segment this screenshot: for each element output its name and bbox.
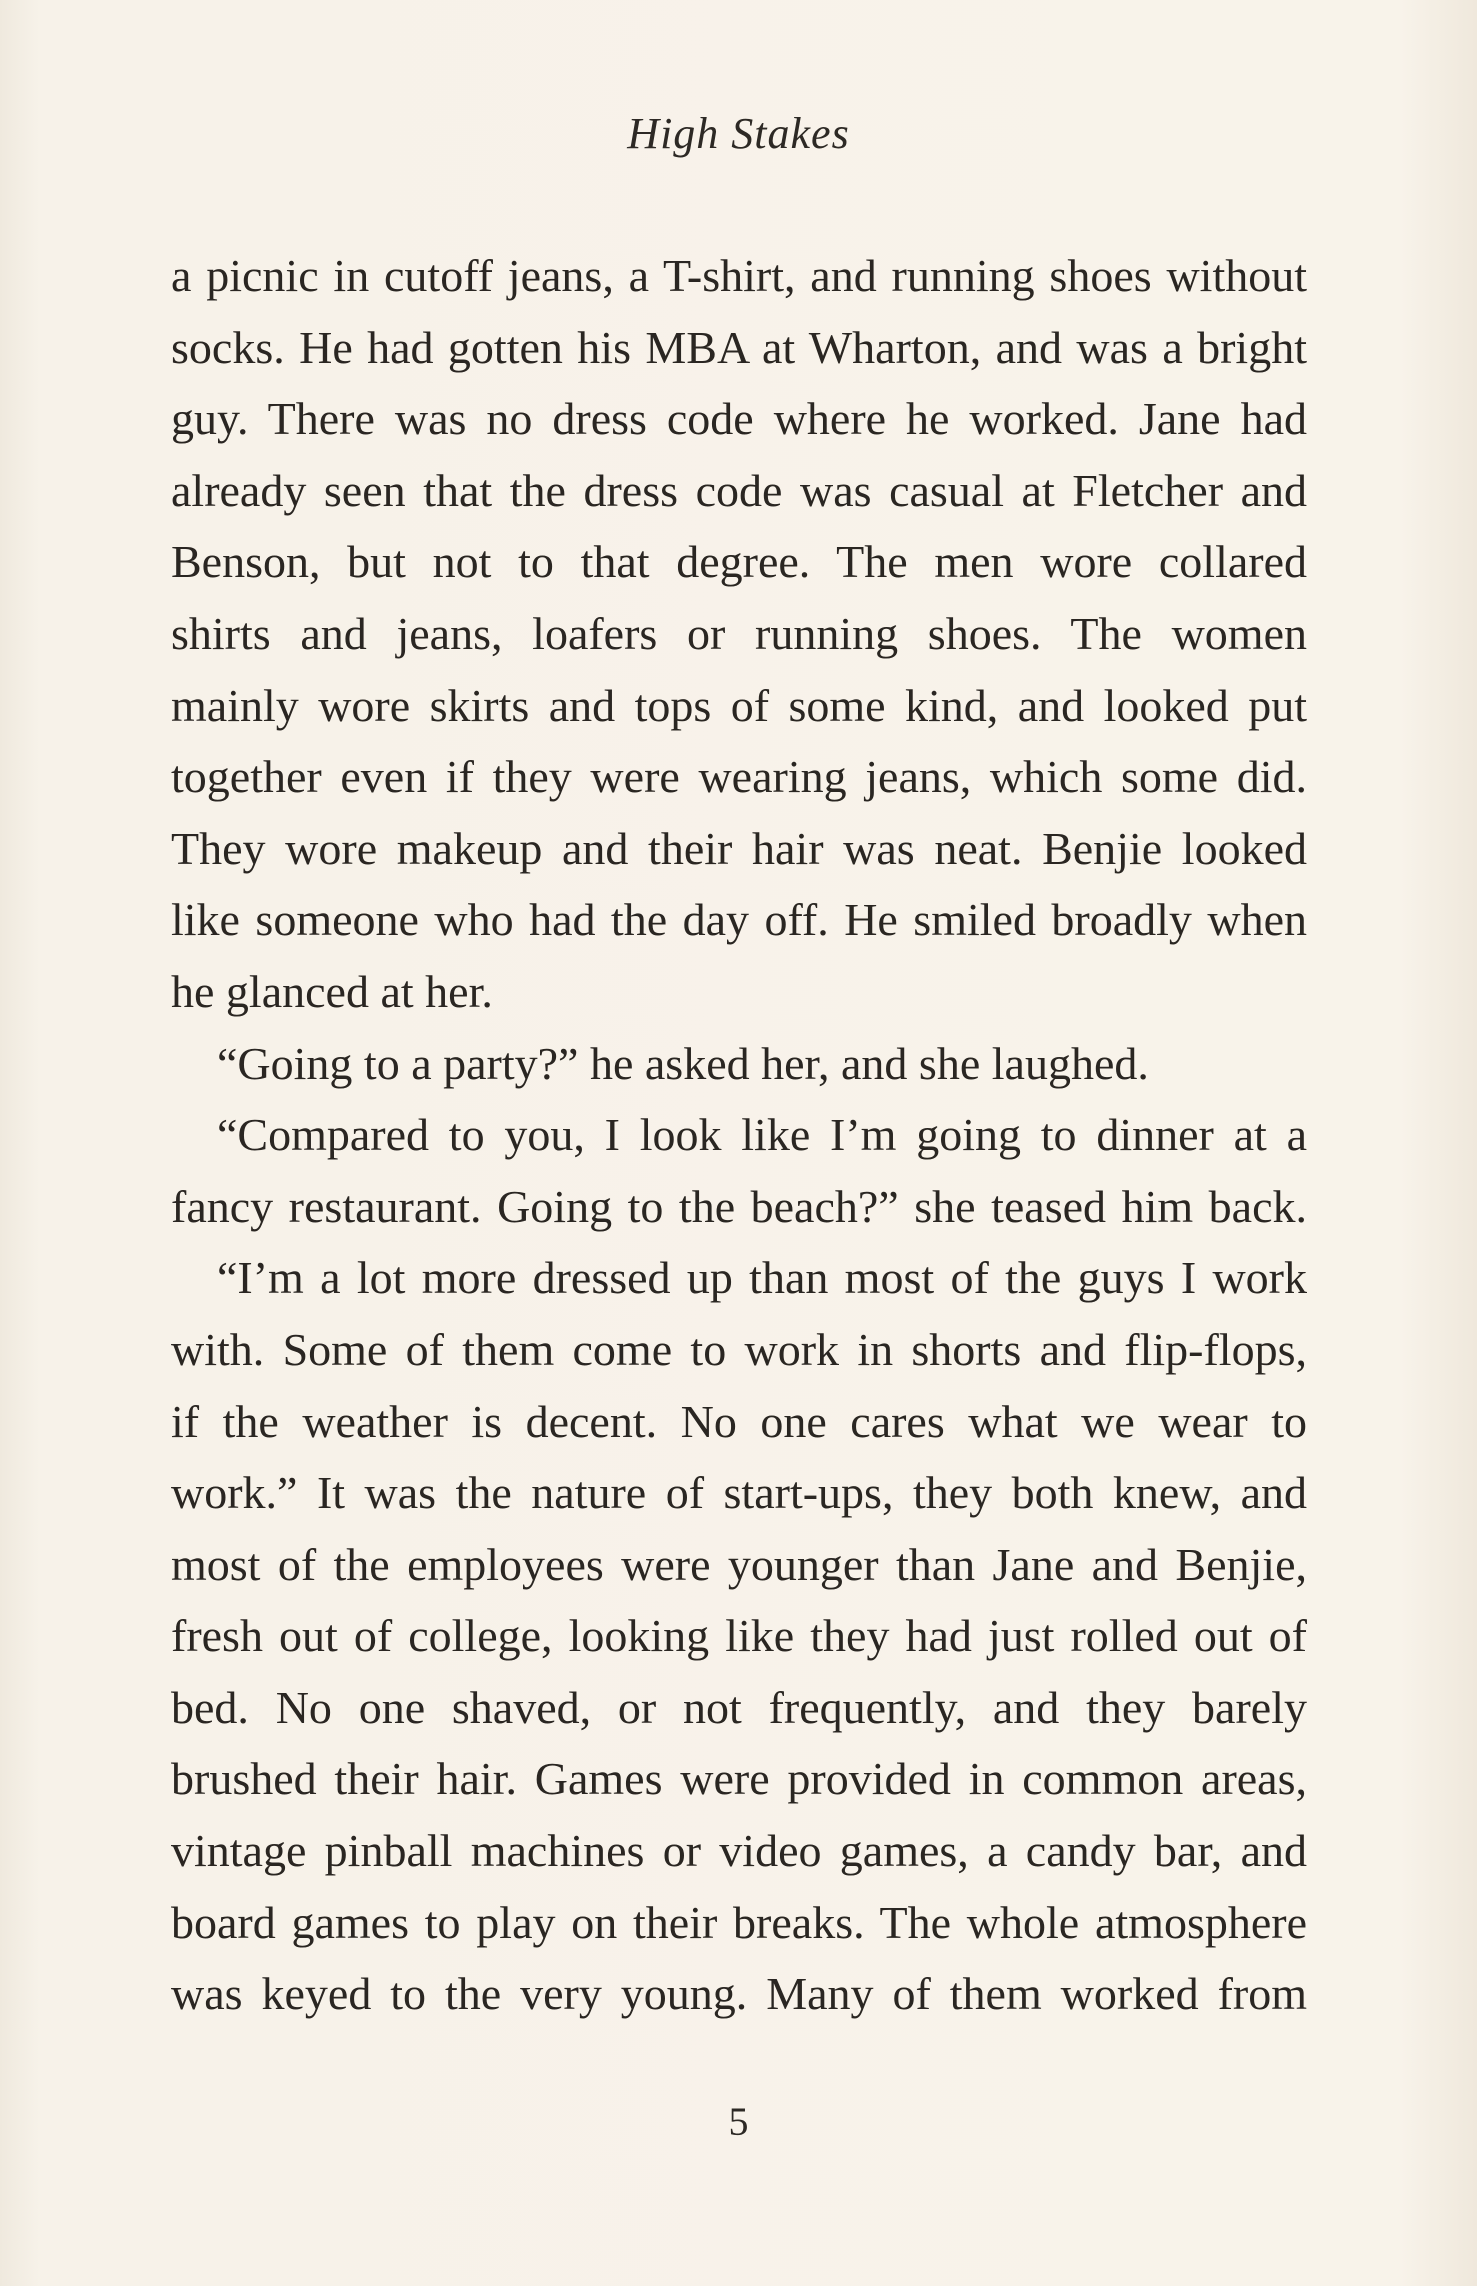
text-line: “I’m a lot more dressed up than most of the guys I work <box>217 1252 1307 1304</box>
text-line: bed. No one shaved, or not frequently, and they barely <box>171 1681 1307 1733</box>
page-number: 5 <box>728 2099 749 2144</box>
text-line: vintage pinball machines or video games, a candy bar, and <box>171 1825 1307 1877</box>
text-line: with. Some of them come to work in shorts and flip-flops, <box>171 1323 1307 1375</box>
text-line: most of the employees were younger than Jane and Benjie, <box>171 1538 1307 1590</box>
text-line: Benson, but not to that degree. The men wore collared <box>171 536 1307 588</box>
text-line: fancy restaurant. Going to the beach?” she teased him back. <box>171 1180 1307 1232</box>
text-line: guy. There was no dress code where he worked. Jane had <box>171 393 1307 445</box>
text-line: “Going to a party?” he asked her, and she laughed. <box>217 1037 1149 1089</box>
text-line: mainly wore skirts and tops of some kind, and looked put <box>171 679 1307 731</box>
running-head: High Stakes <box>627 109 850 158</box>
text-line: was keyed to the very young. Many of them worked from <box>171 1968 1307 2020</box>
text-line: like someone who had the day off. He smiled broadly when <box>171 894 1307 946</box>
text-line: They wore makeup and their hair was neat. Benjie looked <box>171 822 1307 874</box>
text-line: “Compared to you, I look like I’m going to dinner at a <box>217 1109 1307 1161</box>
text-line: brushed their hair. Games were provided in common areas, <box>171 1753 1307 1805</box>
text-line: together even if they were wearing jeans, which some did. <box>171 751 1307 803</box>
text-line: work.” It was the nature of start-ups, they both knew, and <box>171 1467 1307 1519</box>
text-line: socks. He had gotten his MBA at Wharton, and was a bright <box>171 321 1307 373</box>
text-line: if the weather is decent. No one cares what we wear to <box>171 1395 1307 1447</box>
text-line: a picnic in cutoff jeans, a T-shirt, and running shoes without <box>171 250 1307 301</box>
text-line: fresh out of college, looking like they had just rolled out of <box>171 1610 1307 1662</box>
body-text <box>171 240 1307 2030</box>
text-line: he glanced at her. <box>171 965 493 1017</box>
text-line: already seen that the dress code was casual at Fletcher and <box>171 464 1307 516</box>
text-line: shirts and jeans, loafers or running shoes. The women <box>171 607 1307 659</box>
text-line: board games to play on their breaks. The whole atmosphere <box>171 1896 1307 1948</box>
